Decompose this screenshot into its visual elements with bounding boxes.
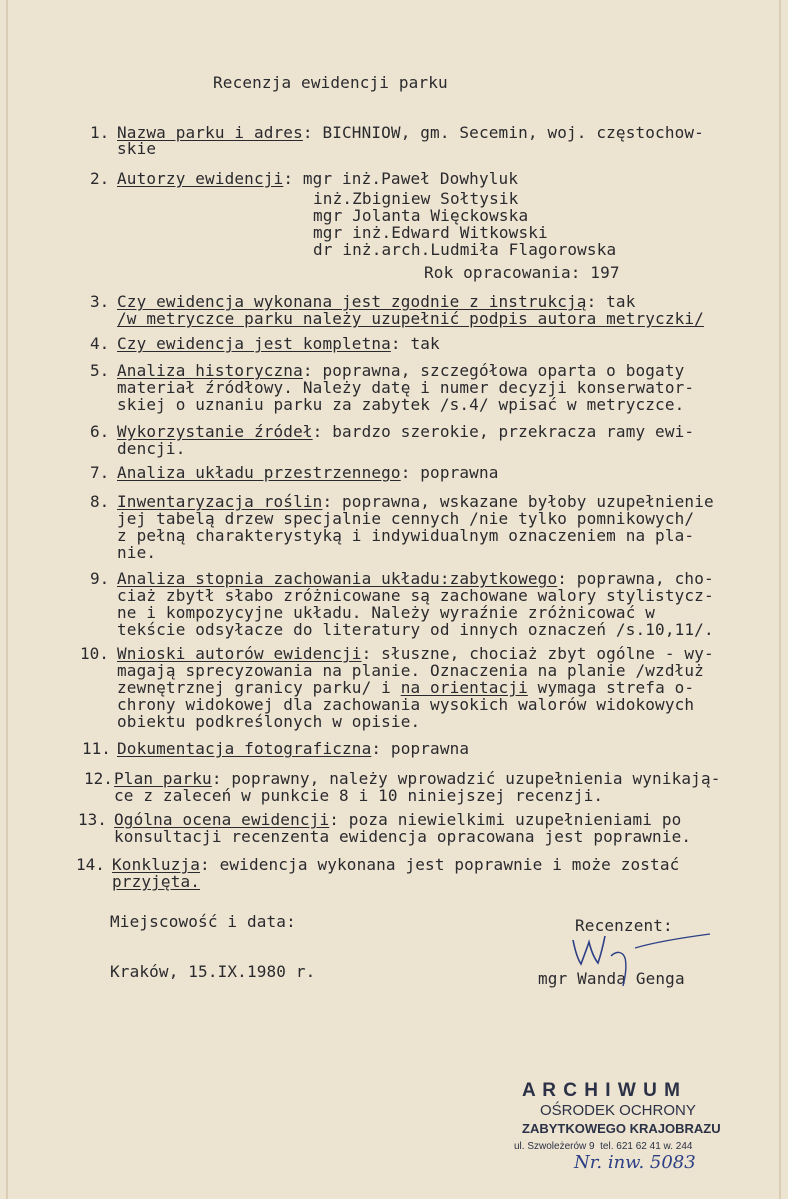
item-1-number: 1. <box>90 123 110 142</box>
place-date-value: Kraków, 15.IX.1980 r. <box>110 962 316 981</box>
item-12-label: Plan parku <box>114 769 212 788</box>
item-2-number: 2. <box>90 169 110 188</box>
reviewer-label: Recenzent: <box>575 916 673 935</box>
item-4-text: : tak <box>390 334 440 353</box>
item-14-label: Konkluzja <box>112 855 201 874</box>
item-10-line-4: chrony widokowej dla zachowania wysokich walorów widokowych <box>117 695 695 714</box>
item-5-line-2: materiał źródłowy. Należy datę i numer decyzji konserwator- <box>117 378 695 397</box>
item-10-text: : słuszne, chociaż zbyt ogólne - wy- <box>361 644 714 663</box>
item-10-line-3-end: wymaga strefa o- <box>527 678 695 697</box>
item-5-label: Analiza historyczna <box>117 361 303 380</box>
item-11-number: 11. <box>82 739 111 758</box>
archive-stamp-line-3: ZABYTKOWEGO KRAJOBRAZU <box>522 1121 721 1136</box>
item-9-label: Analiza stopnia zachowania układu:zabytkowego <box>117 569 558 588</box>
author-line: inż.Zbigniew Sołtysik <box>313 189 519 208</box>
page-edge-right <box>779 0 781 1199</box>
item-10-underlined-phrase: na orientacji <box>400 678 528 697</box>
item-11-text: : poprawna <box>371 739 470 758</box>
item-8-number: 8. <box>90 492 110 511</box>
item-4-label: Czy ewidencja jest kompletna <box>117 334 391 353</box>
item-3-text: : tak <box>586 292 636 311</box>
item-7-line-1 <box>117 464 499 482</box>
item-8-line-3: z pełną charakterystyką i indywidualnym oznaczeniem na pla- <box>117 526 695 545</box>
item-10-line-3-start: zewnętrznej granicy parku/ i <box>117 678 401 697</box>
item-5-line-3: skiej o uznaniu parku za zabytek /s.4/ wpisać w metryczce. <box>117 395 685 414</box>
author-line: mgr inż.Edward Witkowski <box>313 223 548 242</box>
item-12-text: : poprawny, należy wprowadzić uzupełnienia wynikają- <box>211 769 721 788</box>
item-7-text: : poprawna <box>400 463 499 482</box>
author-line: dr inż.arch.Ludmiła Flagorowska <box>313 240 617 259</box>
item-2-year: Rok opracowania: 197 <box>424 263 620 282</box>
archive-stamp-address: ul. Szwoleżerów 9 tel. 621 62 41 w. 244 <box>514 1141 693 1152</box>
item-5-number: 5. <box>90 361 110 380</box>
item-6-line-1 <box>117 423 694 441</box>
page-edge-left <box>6 0 8 1199</box>
item-1-line-2: skie <box>117 139 157 158</box>
item-13-label: Ogólna ocena ewidencji <box>114 810 330 829</box>
item-8-line-4: nie. <box>117 543 157 562</box>
item-9-text: : poprawna, cho- <box>557 569 714 588</box>
item-9-line-3: ne i kompozycyjne układu. Należy wyraźnie zróżnicować w <box>117 603 656 622</box>
item-6-number: 6. <box>90 422 110 441</box>
item-2-label: Autorzy ewidencji <box>117 169 284 188</box>
item-10-line-5: obiektu podkreślonych w opisie. <box>117 712 421 731</box>
item-8-text: : poprawna, wskazane byłoby uzupełnienie <box>322 492 714 511</box>
item-13-number: 13. <box>78 810 107 829</box>
item-1-line-1 <box>117 124 704 142</box>
item-7-label: Analiza układu przestrzennego <box>117 463 401 482</box>
item-9-number: 9. <box>90 569 110 588</box>
author-line: mgr Jolanta Więckowska <box>313 206 529 225</box>
item-6-line-2: dencji. <box>117 439 186 458</box>
item-13-text: : poza niewielkimi uzupełnieniami po <box>329 810 682 829</box>
item-6-label: Wykorzystanie źródeł <box>117 422 313 441</box>
archive-stamp-line-2: OŚRODEK OCHRONY <box>540 1102 696 1119</box>
item-14-text: : ewidencja wykonana jest poprawnie i może zostać <box>200 855 680 874</box>
item-8-line-2: jej tabelą drzew specjalnie cennych /nie tylko pomnikowych/ <box>117 509 695 528</box>
item-11-line-1 <box>117 740 469 758</box>
item-2-text: : mgr inż.Paweł Dowhyluk <box>283 169 519 188</box>
handwritten-signature <box>565 928 715 988</box>
reviewer-name: mgr Wanda Genga <box>538 969 685 988</box>
item-7-number: 7. <box>90 463 110 482</box>
item-4-line-1 <box>117 335 440 353</box>
item-1-label: Nazwa parku i adres <box>117 123 303 142</box>
item-12-number: 12. <box>84 769 113 788</box>
place-date-label: Miejscowość i data: <box>110 912 296 931</box>
item-6-text: : bardzo szerokie, przekracza ramy ewi- <box>312 422 695 441</box>
item-5-text: : poprawna, szczegółowa oparta o bogaty <box>302 361 685 380</box>
item-10-number: 10. <box>80 644 109 663</box>
item-13-line-2: konsultacji recenzenta ewidencja opracowana jest poprawnie. <box>114 827 692 846</box>
item-9-line-4: tekście odsyłacze do literatury od innych oznaczeń /s.10,11/. <box>117 620 714 639</box>
item-4-number: 4. <box>90 334 110 353</box>
item-10-label: Wnioski autorów ewidencji <box>117 644 362 663</box>
item-3-number: 3. <box>90 292 110 311</box>
item-10-line-2: magają sprecyzowania na planie. Oznaczenia na planie /wzdłuż <box>117 661 704 680</box>
item-14-number: 14. <box>76 855 105 874</box>
item-1-text: : BICHNIOW, gm. Secemin, woj. częstochow- <box>302 123 704 142</box>
archive-stamp-title: A R C H I W U M <box>522 1080 681 1101</box>
item-3-label: Czy ewidencja wykonana jest zgodnie z instrukcją <box>117 292 587 311</box>
inventory-number-handwritten: Nr. inw. 5083 <box>574 1152 696 1173</box>
item-2-line-1 <box>117 170 518 188</box>
item-8-label: Inwentaryzacja roślin <box>117 492 323 511</box>
document-title: Recenzja ewidencji parku <box>213 73 448 92</box>
item-14-line-2: przyjęta. <box>112 872 201 891</box>
item-11-label: Dokumentacja fotograficzna <box>117 739 372 758</box>
item-12-line-2: ce z zaleceń w punkcie 8 i 10 niniejszej recenzji. <box>114 786 604 805</box>
item-9-line-2: ciaż zbytł słabo zróżnicowane są zachowane walory stylistycz- <box>117 586 714 605</box>
item-3-line-2: /w metryczce parku należy uzupełnić podpis autora metryczki/ <box>117 309 704 328</box>
